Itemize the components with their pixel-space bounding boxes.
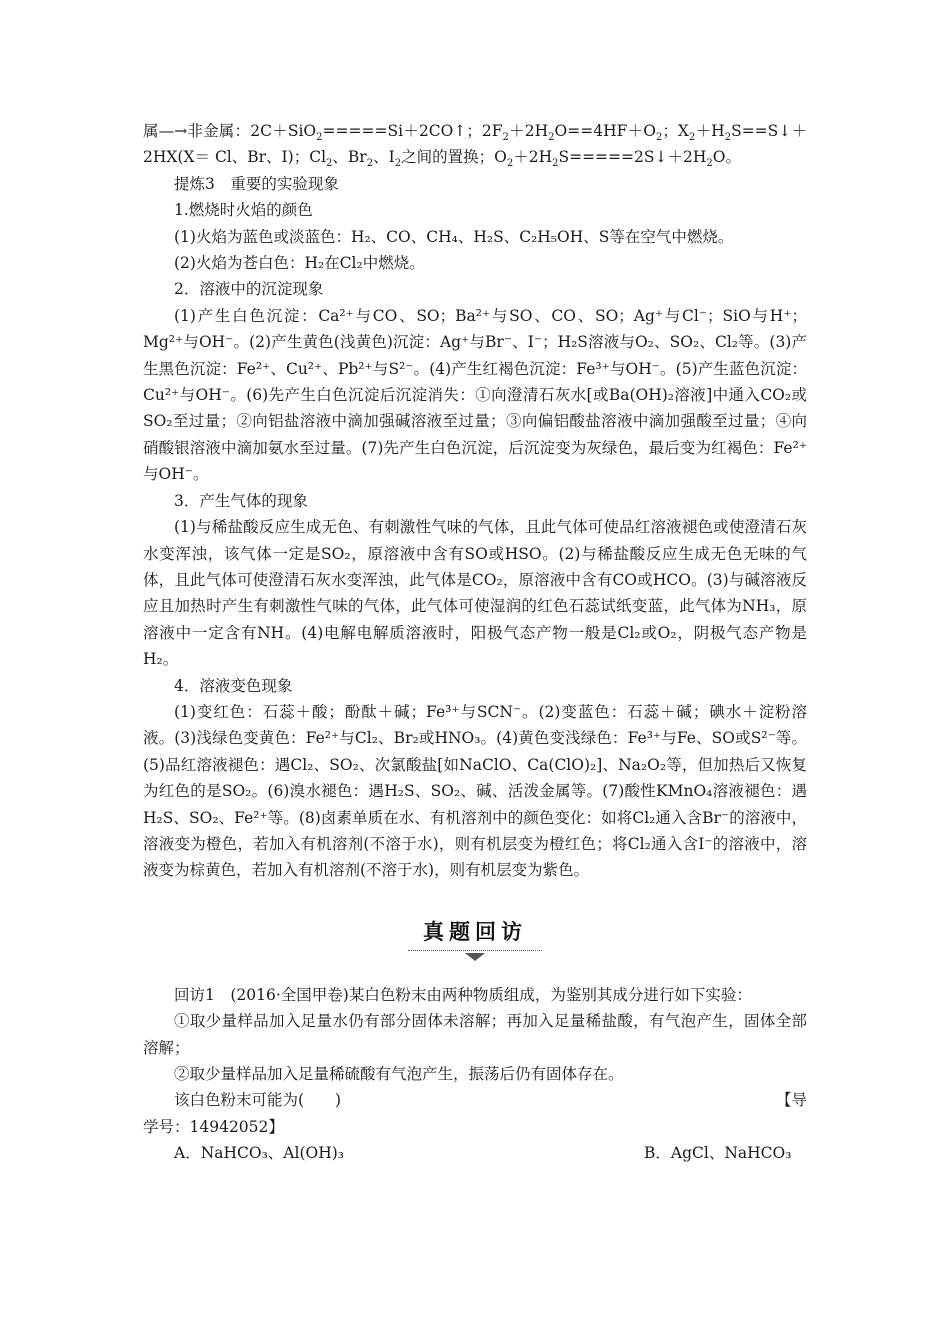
- text: ＋H: [695, 122, 725, 140]
- answer-options: [143, 1140, 807, 1166]
- subscript: 2: [548, 132, 555, 144]
- text: 、I: [373, 148, 395, 167]
- text: S=====2S↓＋2H: [558, 148, 707, 167]
- flame-item-1: (1)火焰为蓝色或淡蓝色：H₂、CO、CH₄、H₂S、C₂H₅OH、S等在空气中燃烧。: [174, 227, 734, 246]
- subheading-gas: 3．产生气体的现象: [174, 491, 308, 510]
- subscript: 2: [706, 158, 713, 170]
- gas-paragraph: (1)与稀盐酸反应生成无色、有刺激性气味的气体，且此气体可使品红溶液褪色或使澄清石灰水变浑浊，该气体一定是SO₂，原溶液中含有SO或HSO。(2)与稀盐酸反应生成无色无味的气体，且此气体可使澄清石灰水变浑浊，此气体是CO₂，原溶液中含有CO或HCO。(3)与碱溶液反应且加热时产生有刺激性气味的气体，此气体可使湿润的红色石蕊试纸变蓝，此气体为NH₃，原溶液中一定含有NH。(4)电解电解质溶液时，阳极气态产物一般是Cl₂或O₂，阴极气态产物是H₂。: [143, 518, 807, 669]
- flame-item-2: (2)火焰为苍白色：H₂在Cl₂中燃烧。: [174, 254, 425, 273]
- text: =====Si＋2CO↑；2F: [322, 122, 503, 140]
- text: 、Br: [332, 148, 367, 167]
- subscript: 2: [655, 132, 663, 144]
- question-ask-row: [143, 1087, 807, 1113]
- subscript: 2: [366, 158, 374, 170]
- text: ；X: [662, 122, 689, 140]
- subheading-precipitate: 2．溶液中的沉淀现象: [174, 280, 324, 299]
- text: S==S↓＋2HX(X＝: [143, 122, 807, 167]
- banner-title: 真题回访: [423, 919, 527, 944]
- question-step-1: ①取少量样品加入足量水仍有部分固体未溶解；再加入足量稀盐酸，有气泡产生，固体全部溶解；: [143, 1012, 807, 1057]
- question-step-2: ②取少量样品加入足量稀硫酸有气泡产生，振荡后仍有固体存在。: [174, 1065, 624, 1083]
- text: ＋2H: [513, 148, 553, 167]
- text: Cl、Br、I)；Cl: [214, 148, 327, 167]
- text: O==4HF＋O: [554, 122, 656, 140]
- text: 属—→非金属：2C＋SiO: [143, 122, 317, 140]
- reaction-line-1: [143, 118, 807, 171]
- subscript: 2: [724, 132, 732, 144]
- subscript: 2: [688, 132, 696, 144]
- banner-arrow-icon: [465, 953, 485, 961]
- section-banner: [143, 904, 807, 982]
- subscript: 2: [552, 158, 559, 170]
- option-a: A．NaHCO₃、Al(OH)₃: [174, 1144, 344, 1163]
- subheading-color-change: 4．溶液变色现象: [174, 676, 293, 695]
- subscript: 2: [506, 158, 514, 170]
- subscript: 2: [502, 132, 509, 144]
- banner-dotted-rule: [408, 950, 542, 951]
- document-page: [143, 118, 807, 1167]
- guide-number: 学号：14942052】: [143, 1117, 284, 1136]
- text: ＋2H: [508, 122, 549, 140]
- guide-number-start: 【导: [775, 1091, 807, 1110]
- color-change-paragraph: (1)变红色：石蕊＋酸；酚酞＋碱；Fe³⁺与SCN⁻。(2)变蓝色：石蕊＋碱；碘水＋淀粉溶液。(3)浅绿色变黄色：Fe²⁺与Cl₂、Br₂或HNO₃。(4)黄色变浅绿色：Fe³⁺与Fe、SO或S²⁻等。(5)品红溶液褪色：遇Cl₂、SO₂、次氯酸盐[如NaClO、Ca(ClO)₂]、Na₂O₂等，但加热后又恢复为红色的是SO₂。(6)溴水褪色：遇H₂S、SO₂、碱、活泼金属等。(7)酸性KMnO₄溶液褪色：遇H₂S、SO₂、Fe²⁺等。(8)卤素单质在水、有机溶剂中的颜色变化：如将Cl₂通入含Br⁻的溶液中，溶液变为橙色，若加入有机溶剂(不溶于水)，则有机层变为橙红色；将Cl₂通入含I⁻的溶液中，溶液变为棕黄色，若加入有机溶剂(不溶于水)，则有机层变为紫色。: [143, 702, 807, 880]
- question-ask: 该白色粉末可能为( ): [174, 1091, 342, 1110]
- subscript: 2: [316, 132, 323, 144]
- text: 之间的置换；O: [401, 148, 507, 167]
- subheading-flame: 1.燃烧时火焰的颜色: [174, 201, 313, 220]
- subscript: 2: [326, 158, 333, 170]
- question-intro: 回访1 (2016·全国甲卷)某白色粉末由两种物质组成，为鉴别其成分进行如下实验：: [174, 985, 752, 1004]
- precipitate-paragraph: (1)产生白色沉淀：Ca²⁺与CO、SO；Ba²⁺与SO、CO、SO；Ag⁺与Cl⁻；SiO与H⁺；Mg²⁺与OH⁻。(2)产生黄色(浅黄色)沉淀：Ag⁺与Br⁻、I⁻；H₂S溶液与O₂、SO₂、Cl₂等。(3)产生黑色沉淀：Fe²⁺、Cu²⁺、Pb²⁺与S²⁻。(4)产生红褐色沉淀：Fe³⁺与OH⁻。(5)产生蓝色沉淀：Cu²⁺与OH⁻。(6)先产生白色沉淀后沉淀消失：①向澄清石灰水[或Ba(OH)₂溶液]中通入CO₂或SO₂至过量；②向铝盐溶液中滴加强碱溶液至过量；③向偏铝酸盐溶液中滴加强酸至过量；④向硝酸银溶液中滴加氨水至过量。(7)先产生白色沉淀，后沉淀变为灰绿色，最后变为红褐色：Fe²⁺与OH⁻。: [143, 306, 807, 484]
- option-b: B．AgCl、NaHCO₃: [644, 1144, 792, 1163]
- subscript: 2: [394, 158, 402, 170]
- section-heading-3: 提炼3 重要的实验现象: [174, 174, 339, 193]
- text: O。: [712, 148, 741, 167]
